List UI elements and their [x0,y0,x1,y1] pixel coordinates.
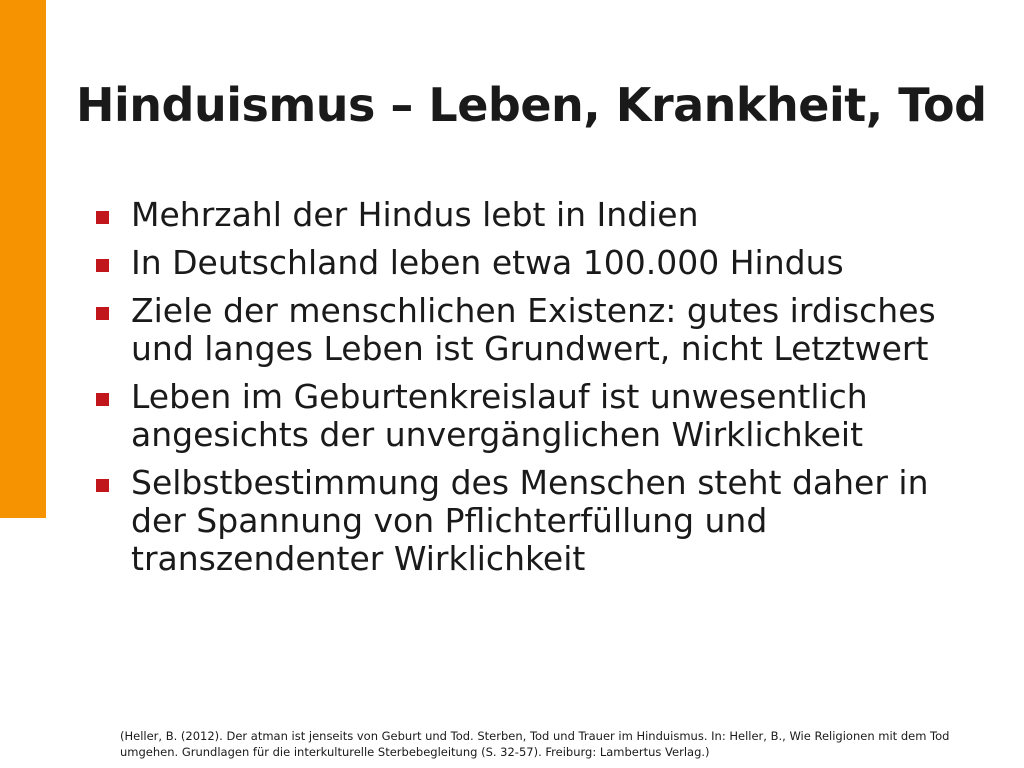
bullet-item [96,244,986,282]
bullet-item [96,464,986,578]
square-bullet-icon [96,259,109,272]
bullet-text: Selbstbestimmung des Menschen steht daher in der Spannung von Pflichterfüllung und transzendenter Wirklichkeit [131,462,929,578]
slide-title: Hinduismus – Leben, Krankheit, Tod [76,78,987,132]
bullet-text: Mehrzahl der Hindus lebt in Indien [131,195,699,234]
bullet-list [96,196,986,587]
square-bullet-icon [96,307,109,320]
bullet-item [96,196,986,234]
bullet-text: In Deutschland leben etwa 100.000 Hindus [131,242,844,282]
square-bullet-icon [96,479,109,492]
accent-bar [0,0,46,518]
bullet-text: Ziele der menschlichen Existenz: gutes irdisches und langes Leben ist Grundwert, nicht Letztwert [131,290,936,368]
bullet-item [96,292,986,368]
square-bullet-icon [96,211,109,224]
bullet-item [96,378,986,454]
citation-footnote: (Heller, B. (2012). Der atman ist jenseits von Geburt und Tod. Sterben, Tod und Trauer im Hinduismus. In: Heller, B., Wie Religionen mit dem Tod umgehen. Grundlagen für die interkulturelle Sterbebegleitung (S. 32-57). Freiburg: Lambertus Verlag.) [120,729,950,759]
bullet-text: Leben im Geburtenkreislauf ist unwesentlich angesichts der unvergänglichen Wirklichkeit [131,376,868,454]
square-bullet-icon [96,393,109,406]
